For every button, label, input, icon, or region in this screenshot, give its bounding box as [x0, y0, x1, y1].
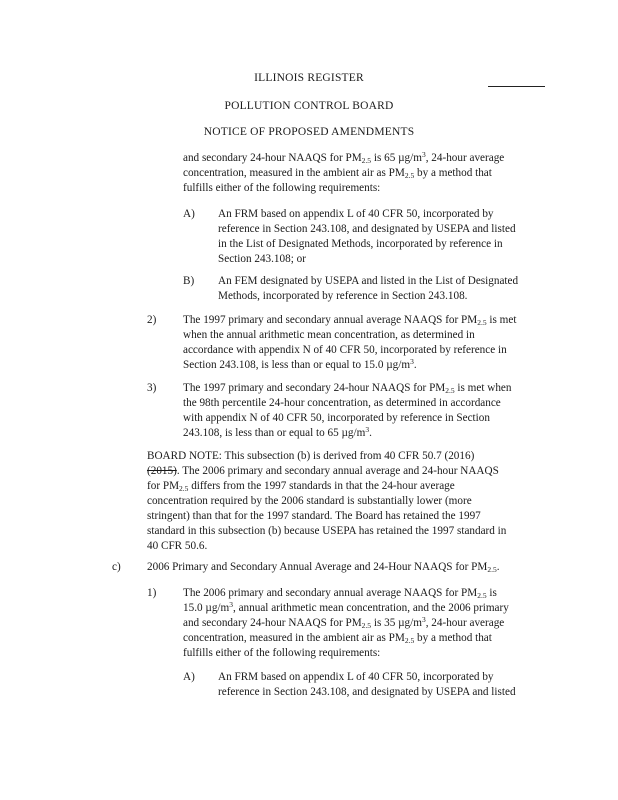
item-label: A) — [183, 208, 195, 220]
text-line: 15.0 $\mu g/m^3$, annual arithmetic mean concentration, and the 2006 primary — [183, 600, 509, 614]
intro-paragraph — [183, 151, 543, 196]
text-line: for $PM_{2.5}$ differs from the 1997 standards in that the 24-hour average — [147, 480, 455, 493]
text-line: reference in Section 243.108, and designated by USEPA and listed — [218, 223, 516, 235]
notice-title: NOTICE OF PROPOSED AMENDMENTS — [203, 126, 415, 138]
item-label: 2) — [147, 314, 157, 326]
text-line: standard in this subsection (b) because USEPA has retained the 1997 standard in — [147, 525, 507, 537]
item-3-paragraph — [183, 381, 548, 441]
text-line: concentration, measured in the ambient air as $PM_{2.5}$ by a method that — [183, 167, 492, 180]
item-b-paragraph — [218, 274, 548, 304]
text-line: (2015). The 2006 primary and secondary annual average and 24-hour NAAQS — [147, 465, 499, 477]
item-label: 3) — [147, 382, 157, 394]
board-title: POLLUTION CONTROL BOARD — [224, 100, 394, 112]
text-line: The 1997 primary and secondary annual average NAAQS for $PM_{2.5}$ is met — [183, 314, 517, 327]
item-label: A) — [183, 671, 195, 683]
item-label: 1) — [147, 587, 157, 599]
item-a-paragraph — [218, 207, 548, 267]
text-line: 2006 Primary and Secondary Annual Average and 24-Hour NAAQS for $PM_{2.5}$. — [147, 561, 500, 574]
text-line: The 1997 primary and secondary 24-hour NAAQS for $PM_{2.5}$ is met when — [183, 382, 512, 395]
text-line: BOARD NOTE: This subsection (b) is derived from 40 CFR 50.7 (2016) — [147, 450, 475, 462]
text-line: concentration required by the 2006 standard is substantially lower (more — [147, 495, 472, 507]
text-line: stringent) than that for the 1997 standard. The Board has retained the 1997 — [147, 510, 481, 522]
text-line: and secondary 24-hour NAAQS for $PM_{2.5}$ is 35 $\mu g/m^3$, 24-hour average — [183, 615, 505, 630]
text-line: 243.108, is less than or equal to 65 $\mu g/m^3$. — [183, 425, 372, 439]
item-2-paragraph — [183, 313, 548, 373]
text-line: Methods, incorporated by reference in Section 243.108. — [218, 290, 468, 302]
text-line: fulfills either of the following requirements: — [183, 182, 381, 194]
text-line: An FRM based on appendix L of 40 CFR 50, incorporated by — [218, 208, 494, 220]
header-rule — [488, 86, 545, 87]
text-line: An FRM based on appendix L of 40 CFR 50, incorporated by — [218, 671, 494, 683]
text-line: and secondary 24-hour NAAQS for $PM_{2.5}$ is 65 $\mu g/m^3$, 24-hour average — [183, 150, 505, 165]
item-a-paragraph — [218, 670, 548, 700]
text-line: An FEM designated by USEPA and listed in the List of Designated — [218, 275, 519, 287]
item-c1-paragraph — [183, 586, 548, 661]
item-label: B) — [183, 275, 195, 287]
text-line: with appendix N of 40 CFR 50, incorporated by reference in Section — [183, 412, 490, 424]
struck-text: (2015) — [147, 465, 177, 477]
board-note — [147, 449, 547, 554]
text-line: fulfills either of the following requirements: — [183, 647, 381, 659]
text-line: 40 CFR 50.6. — [147, 540, 208, 552]
text-line: in the List of Designated Methods, incorporated by reference in — [218, 238, 503, 250]
text-line: reference in Section 243.108, and designated by USEPA and listed — [218, 686, 516, 698]
text-line: the 98th percentile 24-hour concentration, as determined in accordance — [183, 397, 501, 409]
register-title: ILLINOIS REGISTER — [254, 72, 364, 84]
text-line: Section 243.108; or — [218, 253, 306, 265]
section-label: c) — [112, 561, 121, 573]
section-c-heading — [147, 560, 547, 575]
text-line: Section 243.108, is less than or equal to 15.0 $\mu g/m^3$. — [183, 357, 417, 371]
text-line: concentration, measured in the ambient air as $PM_{2.5}$ by a method that — [183, 632, 492, 645]
text-line: when the annual arithmetic mean concentration, as determined in — [183, 329, 475, 341]
text-line: accordance with appendix N of 40 CFR 50, incorporated by reference in — [183, 344, 507, 356]
text-line: The 2006 primary and secondary annual average NAAQS for $PM_{2.5}$ is — [183, 587, 497, 600]
